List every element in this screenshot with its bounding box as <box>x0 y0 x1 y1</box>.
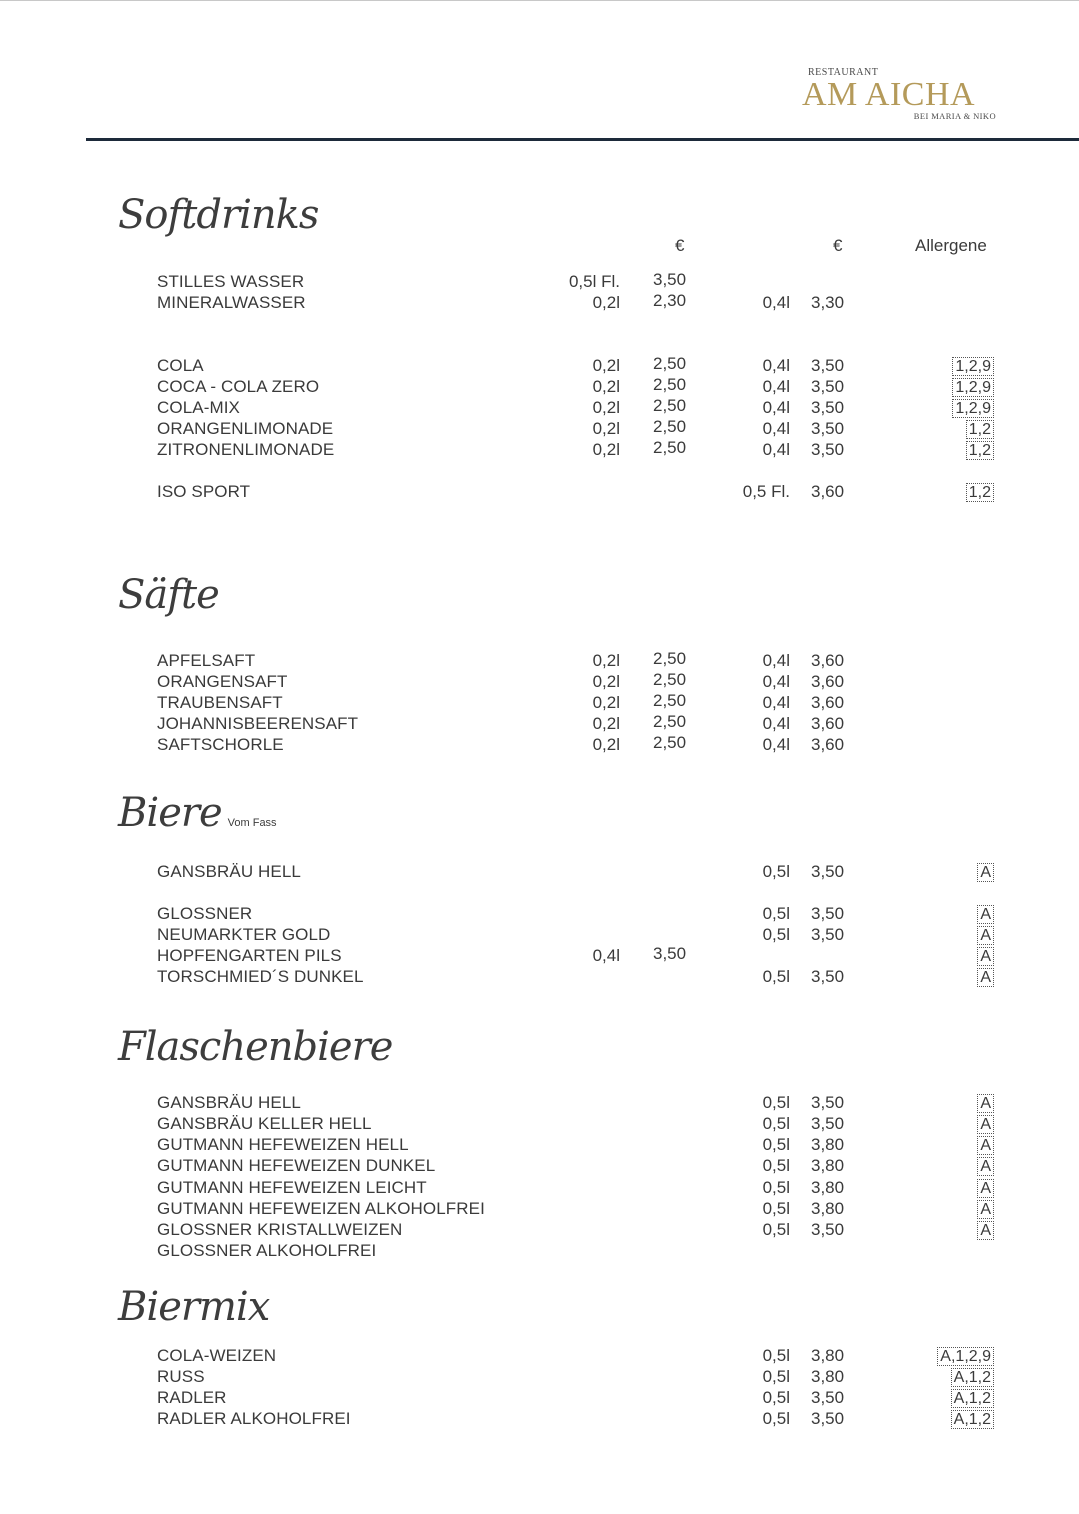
item-name: ZITRONENLIMONADE <box>157 440 335 459</box>
allergen-codes <box>977 1114 994 1134</box>
item-size-small: 0,2l <box>592 693 620 712</box>
section-title-softdrinks: Softdrinks <box>118 192 319 238</box>
logo-owners: BEI MARIA & NIKO <box>913 111 996 121</box>
item-size-large: 0,5l <box>762 1135 790 1154</box>
item-name: JOHANNISBEERENSAFT <box>157 714 359 733</box>
item-size-large: 0,4l <box>762 293 790 312</box>
allergen-codes <box>937 1346 994 1366</box>
section-title-saefte: Säfte <box>118 572 219 618</box>
menu-item-row <box>0 356 1079 376</box>
allergen-codes <box>977 925 994 945</box>
allergen-codes <box>977 1220 994 1240</box>
item-name: APFELSAFT <box>157 651 256 670</box>
item-price-large: 3,80 <box>811 1156 845 1175</box>
menu-item-row <box>0 946 1079 966</box>
menu-item-row <box>0 293 1079 313</box>
menu-item-row <box>0 714 1079 734</box>
item-size-small: 0,2l <box>592 651 620 670</box>
menu-item-row <box>0 1093 1079 1113</box>
column-header-allergens: Allergene <box>915 236 987 255</box>
section-subtitle-vom-fass: Vom Fass <box>227 817 277 829</box>
menu-item-row <box>0 1114 1079 1134</box>
item-size-small: 0,2l <box>592 398 620 417</box>
allergen-badge: 1,2,9 <box>952 357 994 376</box>
item-size-large: 0,5l <box>762 1156 790 1175</box>
menu-item-row <box>0 672 1079 692</box>
allergen-badge: A <box>977 947 994 966</box>
item-size-large: 0,5l <box>762 1367 790 1386</box>
item-price-large: 3,80 <box>811 1199 845 1218</box>
item-name: RADLER <box>157 1388 227 1407</box>
item-size-large: 0,4l <box>762 419 790 438</box>
item-price-large: 3,50 <box>811 1388 845 1407</box>
menu-item-row <box>0 377 1079 397</box>
item-size-small: 0,2l <box>592 377 620 396</box>
allergen-codes <box>951 1409 994 1429</box>
allergen-badge: A <box>977 1115 994 1134</box>
item-price-small: 2,50 <box>653 649 687 668</box>
item-name: GLOSSNER <box>157 904 253 923</box>
menu-item-row <box>0 482 1079 502</box>
allergen-badge: A <box>977 968 994 987</box>
item-size-small: 0,2l <box>592 293 620 312</box>
allergen-badge: 1,2 <box>966 420 994 439</box>
section-title-flaschenbiere: Flaschenbiere <box>118 1024 393 1070</box>
item-size-small: 0,5l Fl. <box>568 272 620 291</box>
allergen-badge: A <box>977 926 994 945</box>
item-name: HOPFENGARTEN PILS <box>157 946 342 965</box>
column-header-euro-2: € <box>833 236 843 255</box>
allergen-badge: A,1,2 <box>951 1410 994 1429</box>
item-size-large: 0,4l <box>762 398 790 417</box>
menu-item-row <box>0 862 1079 882</box>
item-name: GANSBRÄU HELL <box>157 1093 301 1112</box>
item-price-large: 3,30 <box>811 293 845 312</box>
item-price-large: 3,50 <box>811 356 845 375</box>
menu-item-row <box>0 735 1079 755</box>
allergen-codes <box>951 1388 994 1408</box>
item-price-large: 3,50 <box>811 1114 845 1133</box>
item-size-large: 0,4l <box>762 356 790 375</box>
item-price-large: 3,60 <box>811 672 845 691</box>
item-price-large: 3,80 <box>811 1178 845 1197</box>
column-header-euro-1: € <box>675 236 685 255</box>
menu-item-row <box>0 904 1079 924</box>
allergen-codes <box>966 440 994 460</box>
item-size-small: 0,2l <box>592 356 620 375</box>
item-price-small: 2,50 <box>653 691 687 710</box>
item-size-large: 0,5l <box>762 1093 790 1112</box>
item-size-large: 0,5l <box>762 1220 790 1239</box>
section-title-biermix: Biermix <box>118 1284 270 1330</box>
allergen-badge: A,1,2 <box>951 1368 994 1387</box>
allergen-codes <box>977 1199 994 1219</box>
item-price-small: 2,50 <box>653 354 687 373</box>
item-name: GLOSSNER ALKOHOLFREI <box>157 1241 377 1260</box>
item-name: NEUMARKTER GOLD <box>157 925 331 944</box>
item-size-large: 0,5l <box>762 1114 790 1133</box>
item-size-large: 0,5l <box>762 1199 790 1218</box>
item-name: RADLER ALKOHOLFREI <box>157 1409 351 1428</box>
item-name: ORANGENLIMONADE <box>157 419 334 438</box>
allergen-badge: A,1,2,9 <box>937 1347 994 1366</box>
allergen-codes <box>977 1156 994 1176</box>
allergen-codes <box>977 967 994 987</box>
item-name: GANSBRÄU HELL <box>157 862 301 881</box>
item-name: GUTMANN HEFEWEIZEN ALKOHOLFREI <box>157 1199 485 1218</box>
allergen-badge: A <box>977 863 994 882</box>
item-size-large: 0,5l <box>762 862 790 881</box>
item-price-large: 3,60 <box>811 735 845 754</box>
item-price-large: 3,80 <box>811 1346 845 1365</box>
item-name: RUSS <box>157 1367 205 1386</box>
item-size-large: 0,4l <box>762 693 790 712</box>
allergen-badge: A <box>977 905 994 924</box>
item-size-large: 0,4l <box>762 440 790 459</box>
item-name: COLA-MIX <box>157 398 240 417</box>
allergen-codes <box>977 904 994 924</box>
item-size-small: 0,2l <box>592 735 620 754</box>
allergen-codes <box>966 482 994 502</box>
item-size-large: 0,5l <box>762 1409 790 1428</box>
allergen-codes <box>977 1135 994 1155</box>
menu-item-row <box>0 1220 1079 1240</box>
item-size-large: 0,4l <box>762 672 790 691</box>
item-price-large: 3,60 <box>811 714 845 733</box>
item-price-large: 3,50 <box>811 377 845 396</box>
item-name: COLA-WEIZEN <box>157 1346 277 1365</box>
menu-item-row <box>0 967 1079 987</box>
menu-item-row <box>0 1388 1079 1408</box>
item-price-large: 3,50 <box>811 1409 845 1428</box>
menu-item-row <box>0 398 1079 418</box>
restaurant-logo <box>800 64 1000 124</box>
allergen-codes <box>977 946 994 966</box>
menu-item-row <box>0 1135 1079 1155</box>
logo-name: AM AICHA <box>802 76 976 113</box>
item-size-small: 0,2l <box>592 419 620 438</box>
menu-item-row <box>0 1346 1079 1366</box>
item-size-large: 0,5l <box>762 967 790 986</box>
item-name: MINERALWASSER <box>157 293 306 312</box>
menu-item-row <box>0 440 1079 460</box>
item-size-large: 0,5l <box>762 1178 790 1197</box>
menu-item-row <box>0 1199 1079 1219</box>
item-price-small: 2,50 <box>653 438 687 457</box>
item-size-large: 0,4l <box>762 651 790 670</box>
allergen-codes <box>952 356 994 376</box>
logo-restaurant-label: RESTAURANT <box>808 67 879 78</box>
item-size-large: 0,4l <box>762 714 790 733</box>
item-name: GANSBRÄU KELLER HELL <box>157 1114 372 1133</box>
item-size-small: 0,2l <box>592 672 620 691</box>
section-title-biere: Biere Vom Fass <box>118 790 277 836</box>
item-price-small: 2,50 <box>653 375 687 394</box>
item-price-large: 3,50 <box>811 862 845 881</box>
allergen-badge: A,1,2 <box>951 1389 994 1408</box>
allergen-badge: A <box>977 1136 994 1155</box>
item-price-small: 3,50 <box>653 944 687 963</box>
item-size-large: 0,4l <box>762 377 790 396</box>
item-size-small: 0,4l <box>592 946 620 965</box>
item-price-small: 2,30 <box>653 291 687 310</box>
allergen-badge: A <box>977 1200 994 1219</box>
allergen-codes <box>952 398 994 418</box>
item-price-large: 3,50 <box>811 1220 845 1239</box>
menu-item-row <box>0 1156 1079 1176</box>
menu-item-row <box>0 419 1079 439</box>
item-price-large: 3,50 <box>811 1093 845 1112</box>
item-size-small: 0,2l <box>592 714 620 733</box>
item-name: STILLES WASSER <box>157 272 305 291</box>
item-price-large: 3,50 <box>811 440 845 459</box>
item-name: GLOSSNER KRISTALLWEIZEN <box>157 1220 403 1239</box>
item-price-small: 2,50 <box>653 733 687 752</box>
allergen-badge: A <box>977 1221 994 1240</box>
allergen-badge: A <box>977 1094 994 1113</box>
header-divider <box>86 138 1079 141</box>
menu-item-row <box>0 693 1079 713</box>
item-size-large: 0,4l <box>762 735 790 754</box>
item-price-small: 2,50 <box>653 670 687 689</box>
menu-item-row <box>0 1241 1079 1261</box>
top-border-line <box>0 0 1079 1</box>
item-size-large: 0,5l <box>762 1388 790 1407</box>
item-name: TORSCHMIED´S DUNKEL <box>157 967 364 986</box>
menu-item-row <box>0 1367 1079 1387</box>
allergen-badge: 1,2,9 <box>952 378 994 397</box>
item-price-large: 3,50 <box>811 925 845 944</box>
item-price-small: 2,50 <box>653 712 687 731</box>
item-price-large: 3,80 <box>811 1135 845 1154</box>
item-size-large: 0,5l <box>762 904 790 923</box>
item-price-large: 3,50 <box>811 419 845 438</box>
item-name: GUTMANN HEFEWEIZEN DUNKEL <box>157 1156 436 1175</box>
item-name: GUTMANN HEFEWEIZEN HELL <box>157 1135 409 1154</box>
item-name: ISO SPORT <box>157 482 251 501</box>
item-price-small: 2,50 <box>653 417 687 436</box>
menu-item-row <box>0 1409 1079 1429</box>
item-price-large: 3,50 <box>811 398 845 417</box>
allergen-codes <box>977 862 994 882</box>
allergen-codes <box>952 377 994 397</box>
item-price-small: 2,50 <box>653 396 687 415</box>
allergen-badge: 1,2,9 <box>952 399 994 418</box>
item-size-large: 0,5l <box>762 1346 790 1365</box>
allergen-badge: 1,2 <box>966 441 994 460</box>
item-name: COCA - COLA ZERO <box>157 377 320 396</box>
menu-item-row <box>0 925 1079 945</box>
item-name: ORANGENSAFT <box>157 672 288 691</box>
item-price-large: 3,50 <box>811 904 845 923</box>
allergen-badge: A <box>977 1157 994 1176</box>
allergen-codes <box>977 1178 994 1198</box>
item-size-large: 0,5 Fl. <box>742 482 790 501</box>
item-size-large: 0,5l <box>762 925 790 944</box>
menu-item-row <box>0 272 1079 292</box>
item-name: GUTMANN HEFEWEIZEN LEICHT <box>157 1178 427 1197</box>
item-price-large: 3,50 <box>811 967 845 986</box>
item-price-large: 3,80 <box>811 1367 845 1386</box>
item-name: TRAUBENSAFT <box>157 693 283 712</box>
allergen-codes <box>966 419 994 439</box>
item-price-large: 3,60 <box>811 482 845 501</box>
item-price-large: 3,60 <box>811 651 845 670</box>
allergen-badge: A <box>977 1179 994 1198</box>
item-price-large: 3,60 <box>811 693 845 712</box>
allergen-badge: 1,2 <box>966 483 994 502</box>
item-name: COLA <box>157 356 204 375</box>
item-price-small: 3,50 <box>653 270 687 289</box>
allergen-codes <box>977 1093 994 1113</box>
menu-item-row <box>0 651 1079 671</box>
menu-item-row <box>0 1178 1079 1198</box>
item-name: SAFTSCHORLE <box>157 735 284 754</box>
item-size-small: 0,2l <box>592 440 620 459</box>
allergen-codes <box>951 1367 994 1387</box>
